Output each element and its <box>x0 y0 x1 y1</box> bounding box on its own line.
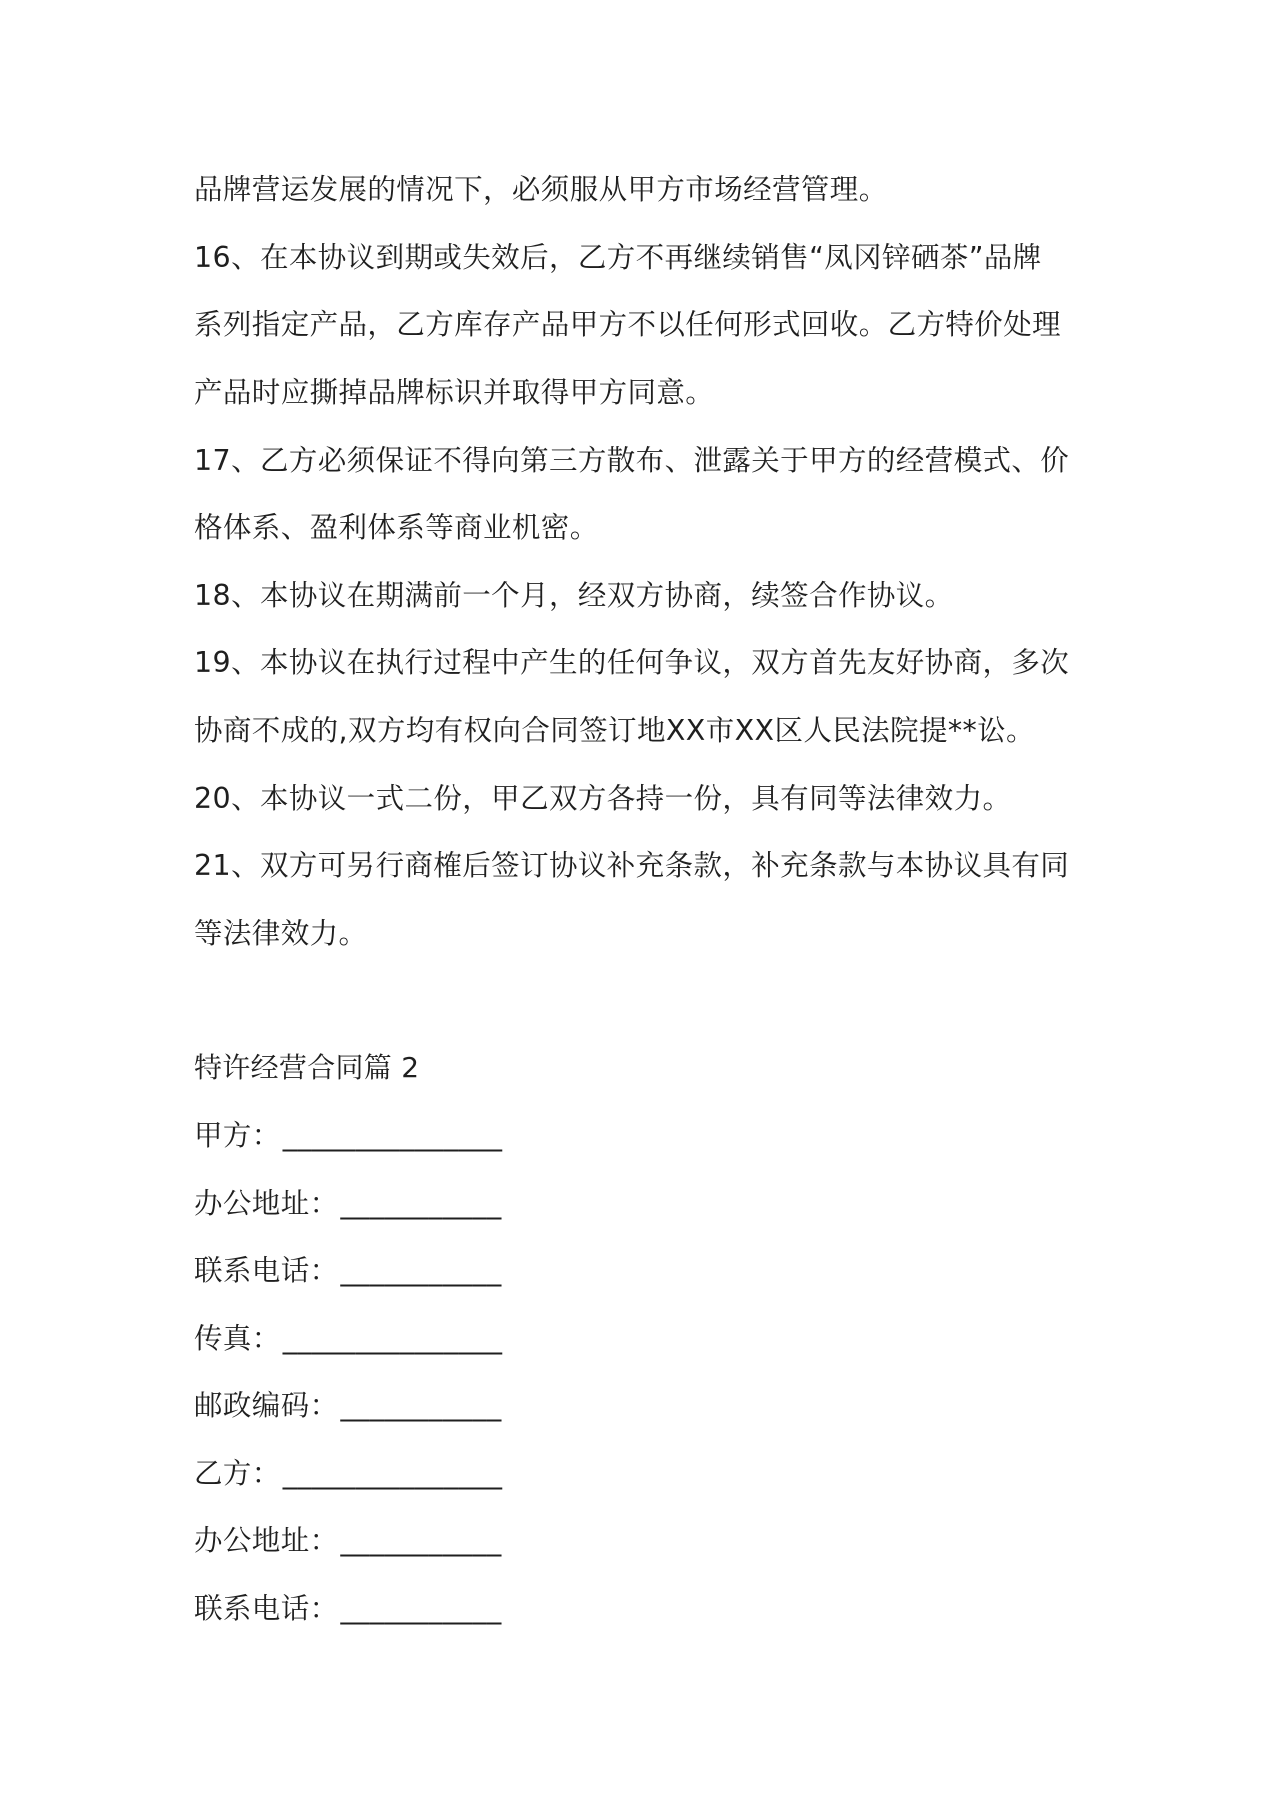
form-field-office-address-b <box>194 1521 502 1561</box>
text-line: 18、本协议在期满前一个月，经双方协商，续签合作协议。 <box>194 579 954 612</box>
field-label: 传真： <box>194 1322 281 1355</box>
form-field-party-b <box>194 1454 502 1494</box>
form-field-phone-b <box>194 1589 502 1629</box>
field-blank: _______________ <box>282 1119 503 1152</box>
field-blank: ___________ <box>340 1187 502 1220</box>
field-blank: _______________ <box>282 1322 503 1355</box>
form-field-party-a <box>194 1116 502 1156</box>
field-blank: ___________ <box>340 1592 502 1625</box>
field-blank: _______________ <box>282 1457 503 1490</box>
field-label: 甲方： <box>194 1119 281 1152</box>
field-label: 联系电话： <box>194 1254 339 1287</box>
text-line: 品牌营运发展的情况下，必须服从甲方市场经营管理。 <box>194 173 888 206</box>
text-line: 21、双方可另行商榷后签订协议补充条款，补充条款与本协议具有同 <box>194 849 1070 882</box>
text-line: 格体系、盈利体系等商业机密。 <box>194 511 599 544</box>
text-line: 20、本协议一式二份，甲乙双方各持一份，具有同等法律效力。 <box>194 782 1012 815</box>
field-blank: ___________ <box>340 1389 502 1422</box>
text-line: 系列指定产品，乙方库存产品甲方不以任何形式回收。乙方特价处理 <box>194 308 1062 341</box>
field-label: 乙方： <box>194 1457 281 1490</box>
field-label: 办公地址： <box>194 1187 339 1220</box>
field-blank: ___________ <box>340 1524 502 1557</box>
form-field-office-address-a <box>194 1184 502 1224</box>
text-line: 等法律效力。 <box>194 917 368 950</box>
text-line: 19、本协议在执行过程中产生的任何争议，双方首先友好协商，多次 <box>194 646 1070 679</box>
text-line: 产品时应撕掉品牌标识并取得甲方同意。 <box>194 376 715 409</box>
form-field-phone-a <box>194 1251 502 1291</box>
form-field-fax <box>194 1319 502 1359</box>
section-title: 特许经营合同篇 2 <box>194 1051 420 1084</box>
text-line: 17、乙方必须保证不得向第三方散布、泄露关于甲方的经营模式、价 <box>194 444 1070 477</box>
form-field-postal-code <box>194 1386 502 1426</box>
text-line: 16、在本协议到期或失效后，乙方不再继续销售“凤冈锌硒茶”品牌 <box>194 241 1042 274</box>
field-label: 办公地址： <box>194 1524 339 1557</box>
text-line: 协商不成的,双方均有权向合同签订地XX市XX区人民法院提**讼。 <box>194 714 1035 747</box>
field-blank: ___________ <box>340 1254 502 1287</box>
field-label: 邮政编码： <box>194 1389 339 1422</box>
field-label: 联系电话： <box>194 1592 339 1625</box>
